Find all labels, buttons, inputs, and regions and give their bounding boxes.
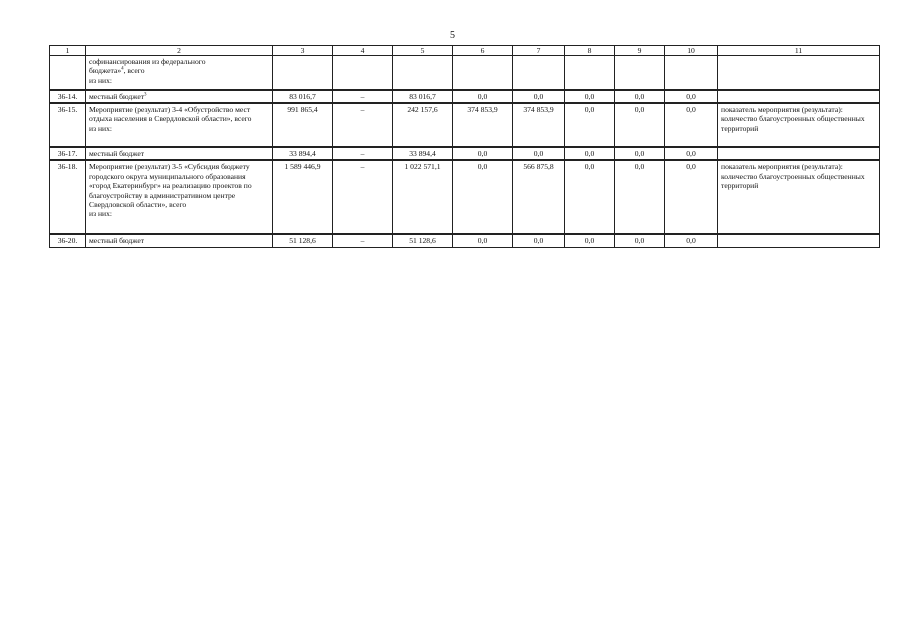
row-number <box>50 56 86 90</box>
row-number: 36-14. <box>50 90 86 103</box>
column-header: 11 <box>718 46 880 56</box>
row-number: 36-18. <box>50 160 86 234</box>
table-row <box>50 234 880 247</box>
cell-col9: 0,0 <box>615 160 665 234</box>
cell-col6: 0,0 <box>453 234 513 247</box>
row-description: местный бюджет <box>86 147 273 160</box>
row-description: Мероприятие (результат) 3-5 «Субсидия бюджету городского округа муниципального образования «город Екатеринбург» на реализацию проектов по благоустройству в административном центре Свердловской области», всего из них: <box>86 160 273 234</box>
column-header: 4 <box>333 46 393 56</box>
cell-col5: 1 022 571,1 <box>393 160 453 234</box>
budget-table <box>49 45 880 248</box>
cell-col7: 0,0 <box>513 147 565 160</box>
cell-col10: 0,0 <box>665 103 718 147</box>
cell-col5: 51 128,6 <box>393 234 453 247</box>
cell-col4: – <box>333 90 393 103</box>
cell-col6: 0,0 <box>453 147 513 160</box>
cell-indicator <box>718 90 880 103</box>
cell-col9 <box>615 56 665 90</box>
cell-col10: 0,0 <box>665 160 718 234</box>
cell-col6 <box>453 56 513 90</box>
cell-col3: 991 865,4 <box>273 103 333 147</box>
cell-col9: 0,0 <box>615 103 665 147</box>
cell-col5: 33 894,4 <box>393 147 453 160</box>
cell-indicator <box>718 234 880 247</box>
table-row <box>50 160 880 234</box>
cell-col10: 0,0 <box>665 234 718 247</box>
row-number: 36-15. <box>50 103 86 147</box>
row-number: 36-20. <box>50 234 86 247</box>
table-row <box>50 90 880 103</box>
column-header: 9 <box>615 46 665 56</box>
cell-col3: 1 589 446,9 <box>273 160 333 234</box>
cell-col7 <box>513 56 565 90</box>
column-header: 10 <box>665 46 718 56</box>
column-header: 3 <box>273 46 333 56</box>
cell-col7: 374 853,9 <box>513 103 565 147</box>
cell-col3: 83 016,7 <box>273 90 333 103</box>
cell-col5: 83 016,7 <box>393 90 453 103</box>
cell-col8: 0,0 <box>565 234 615 247</box>
cell-col8: 0,0 <box>565 103 615 147</box>
cell-col9: 0,0 <box>615 234 665 247</box>
cell-col9: 0,0 <box>615 147 665 160</box>
column-header: 8 <box>565 46 615 56</box>
cell-col8: 0,0 <box>565 90 615 103</box>
cell-col8 <box>565 56 615 90</box>
cell-col4: – <box>333 147 393 160</box>
row-number: 36-17. <box>50 147 86 160</box>
cell-col7: 0,0 <box>513 90 565 103</box>
cell-col10 <box>665 56 718 90</box>
cell-col10: 0,0 <box>665 147 718 160</box>
cell-col9: 0,0 <box>615 90 665 103</box>
cell-col4 <box>333 56 393 90</box>
row-description: местный бюджет <box>86 234 273 247</box>
cell-col7: 0,0 <box>513 234 565 247</box>
row-description: софинансирования из федерального бюджета»$^4$, всего из них: <box>86 56 273 90</box>
column-header: 6 <box>453 46 513 56</box>
cell-col4: – <box>333 103 393 147</box>
column-header: 7 <box>513 46 565 56</box>
cell-col5: 242 157,6 <box>393 103 453 147</box>
cell-col10: 0,0 <box>665 90 718 103</box>
cell-col6: 374 853,9 <box>453 103 513 147</box>
cell-indicator: показатель мероприятия (результата): количество благоустроенных общественных территорий <box>718 160 880 234</box>
cell-col3: 33 894,4 <box>273 147 333 160</box>
table-row <box>50 56 880 90</box>
column-number-row <box>50 46 880 56</box>
column-header: 5 <box>393 46 453 56</box>
column-header: 2 <box>86 46 273 56</box>
row-description: Мероприятие (результат) 3-4 «Обустройство мест отдыха населения в Свердловской области», всего из них: <box>86 103 273 147</box>
column-header: 1 <box>50 46 86 56</box>
cell-col7: 566 875,8 <box>513 160 565 234</box>
cell-col6: 0,0 <box>453 160 513 234</box>
cell-indicator <box>718 147 880 160</box>
table-row <box>50 103 880 147</box>
cell-indicator: показатель мероприятия (результата): количество благоустроенных общественных территорий <box>718 103 880 147</box>
cell-col4: – <box>333 234 393 247</box>
table-row <box>50 147 880 160</box>
page-number: 5 <box>450 30 455 41</box>
cell-col3 <box>273 56 333 90</box>
row-description: местный бюджет$^3$ <box>86 90 273 103</box>
cell-col4: – <box>333 160 393 234</box>
cell-col3: 51 128,6 <box>273 234 333 247</box>
cell-col8: 0,0 <box>565 160 615 234</box>
cell-indicator <box>718 56 880 90</box>
cell-col5 <box>393 56 453 90</box>
cell-col6: 0,0 <box>453 90 513 103</box>
cell-col8: 0,0 <box>565 147 615 160</box>
